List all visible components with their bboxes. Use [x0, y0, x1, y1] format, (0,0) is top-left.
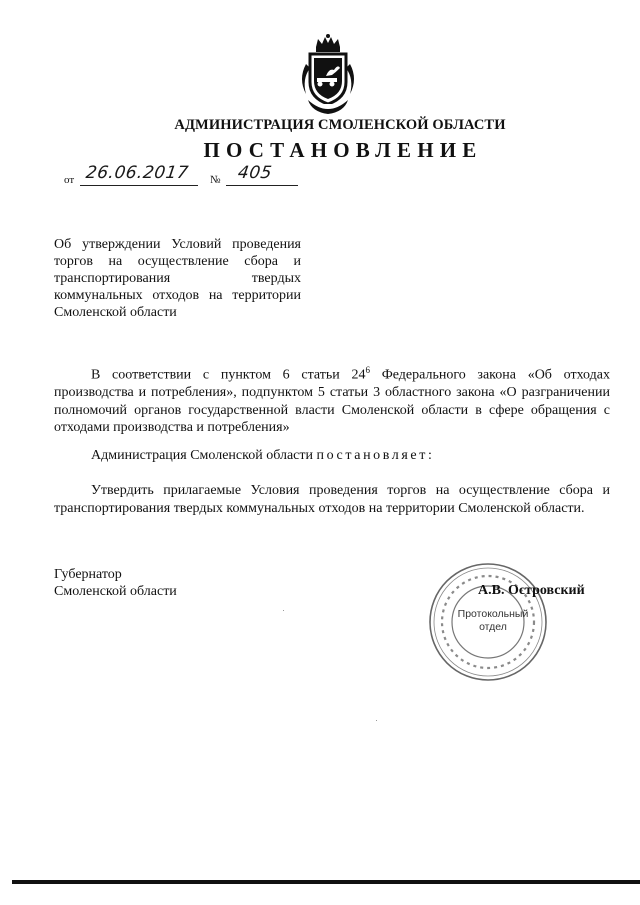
resolves-verb: постановляет:	[316, 448, 435, 463]
scan-bottom-edge	[12, 880, 640, 884]
signatory-position	[54, 566, 177, 600]
scan-speck	[376, 720, 377, 721]
signatory-position-line-2: Смоленской области	[54, 584, 177, 599]
resolves-paragraph	[54, 447, 610, 465]
scan-speck	[283, 610, 284, 611]
document-type-title: ПОСТАНОВЛЕНИЕ	[203, 138, 483, 162]
preamble-text-b: Федерального закона «Об отходах производства и потребления», подпунктом 5 статьи 3 областного закона «О разграничении полномочий органов государственной власти Смоленской области в сфере обращения с отходами производства и потребления»	[54, 367, 610, 436]
stamp-inner-text	[453, 608, 533, 633]
date-underline	[80, 185, 198, 186]
resolves-subject: Администрация Смоленской области	[91, 448, 317, 463]
preamble-text-a: В соответствии с пунктом 6 статьи 24	[91, 367, 366, 383]
article-superscript: 6	[365, 365, 370, 375]
approve-paragraph: Утвердить прилагаемые Условия проведения торгов на осуществление сбора и транспортирования твердых коммунальных отходов на территории Смоленской области.	[54, 483, 610, 516]
signatory-position-line-1: Губернатор	[54, 567, 122, 582]
signatory-name: А.В. Островский	[478, 583, 585, 598]
number-label: №	[210, 174, 221, 186]
handwritten-number: 405	[236, 163, 274, 183]
date-label: от	[64, 174, 75, 186]
handwritten-date: 26.06.2017	[84, 163, 190, 183]
number-underline	[226, 185, 298, 186]
coat-of-arms-emblem	[296, 34, 360, 116]
preamble-paragraph	[54, 362, 610, 437]
stamp-inner-line-1: Протокольный	[457, 608, 529, 620]
organization-name: АДМИНИСТРАЦИЯ СМОЛЕНСКОЙ ОБЛАСТИ	[174, 117, 506, 133]
document-subject: Об утверждении Условий проведения торгов на осуществление сбора и транспортирования твердых коммунальных отходов на территории Смоленской области	[54, 237, 301, 320]
stamp-inner-line-2: отдел	[479, 620, 507, 633]
